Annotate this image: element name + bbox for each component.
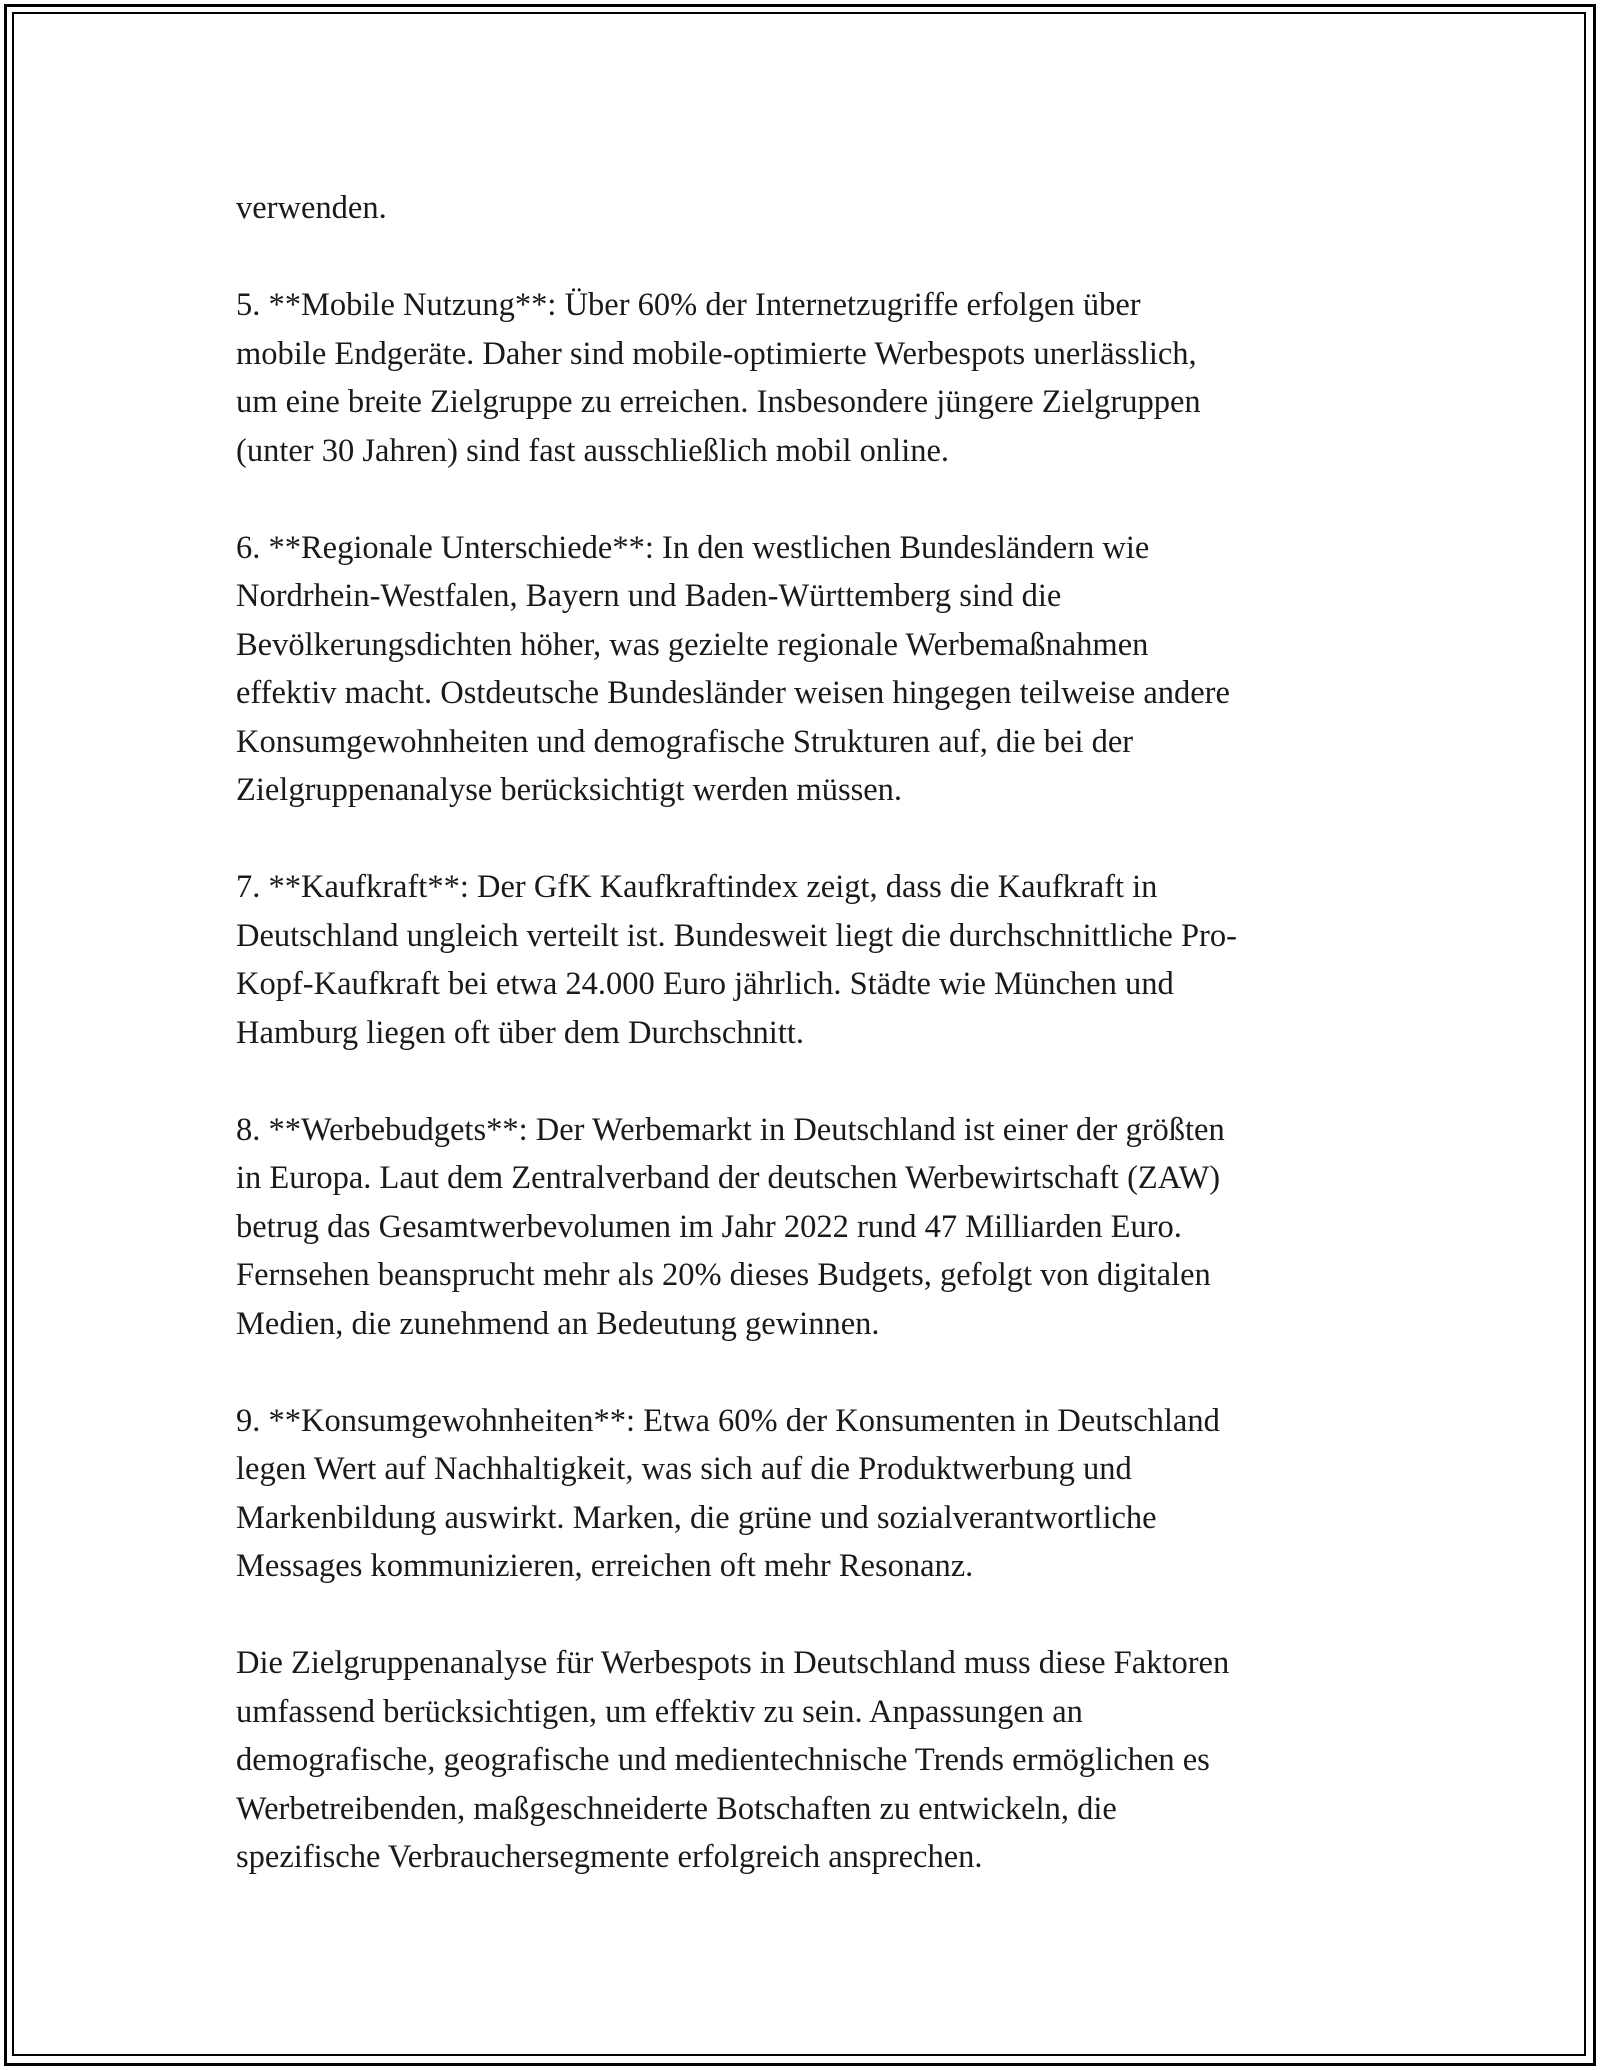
paragraph-conclusion: Die Zielgruppenanalyse für Werbespots in Deutschland muss diese Faktoren umfassend berücksichtigen, um effektiv zu sein. Anpassungen an demografische, geografische und medientechnische Trends ermöglichen es Werbetreibenden, maßgeschneiderte Botschaften zu entwickeln, die spezifische Verbrauchersegmente erfolgreich ansprechen. xyxy=(236,1645,1230,1875)
paragraph-regionale-unterschiede: 6. **Regionale Unterschiede**: In den westlichen Bundesländern wie Nordrhein-Westfalen, Bayern und Baden-Württemberg sind die Bevölkerungsdichten höher, was gezielte regionale Werbemaßnahmen effektiv macht. Ostdeutsche Bundesländer weisen hingegen teilweise andere Konsumgewohnheiten und demografische Strukturen auf, die bei der Zielgruppenanalyse berücksichtigt werden müssen. xyxy=(236,529,1230,808)
paragraph-kaufkraft: 7. **Kaufkraft**: Der GfK Kaufkraftindex zeigt, dass die Kaufkraft in Deutschland ungleich verteilt ist. Bundesweit liegt die durchschnittliche Pro- Kopf-Kaufkraft bei etwa 24.000 Euro jährlich. Städte wie München und Hamburg liegen oft über dem Durchschnitt. xyxy=(236,869,1237,1051)
paragraph-continuation: verwenden. xyxy=(236,190,387,226)
paragraph-konsumgewohnheiten: 9. **Konsumgewohnheiten**: Etwa 60% der Konsumenten in Deutschland legen Wert auf Nachhaltigkeit, was sich auf die Produktwerbung und Markenbildung auswirkt. Marken, die grüne und sozialverantwortliche Messages kommunizieren, erreichen oft mehr Resonanz. xyxy=(236,1402,1220,1584)
paragraph-werbebudgets: 8. **Werbebudgets**: Der Werbemarkt in Deutschland ist einer der größten in Europa. Laut dem Zentralverband der deutschen Werbewirtschaft (ZAW) betrug das Gesamtwerbevolumen im Jahr 2022 rund 47 Milliarden Euro. Fernsehen beansprucht mehr als 20% dieses Budgets, gefolgt von digitalen Medien, die zunehmend an Bedeutung gewinnen. xyxy=(236,1111,1225,1342)
document-body xyxy=(236,184,1376,1882)
paragraph-mobile-nutzung: 5. **Mobile Nutzung**: Über 60% der Internetzugriffe erfolgen über mobile Endgeräte. Daher sind mobile-optimierte Werbespots unerlässlich, um eine breite Zielgruppe zu erreichen. Insbesondere jüngere Zielgruppen (unter 30 Jahren) sind fast ausschließlich mobil online. xyxy=(236,287,1201,469)
